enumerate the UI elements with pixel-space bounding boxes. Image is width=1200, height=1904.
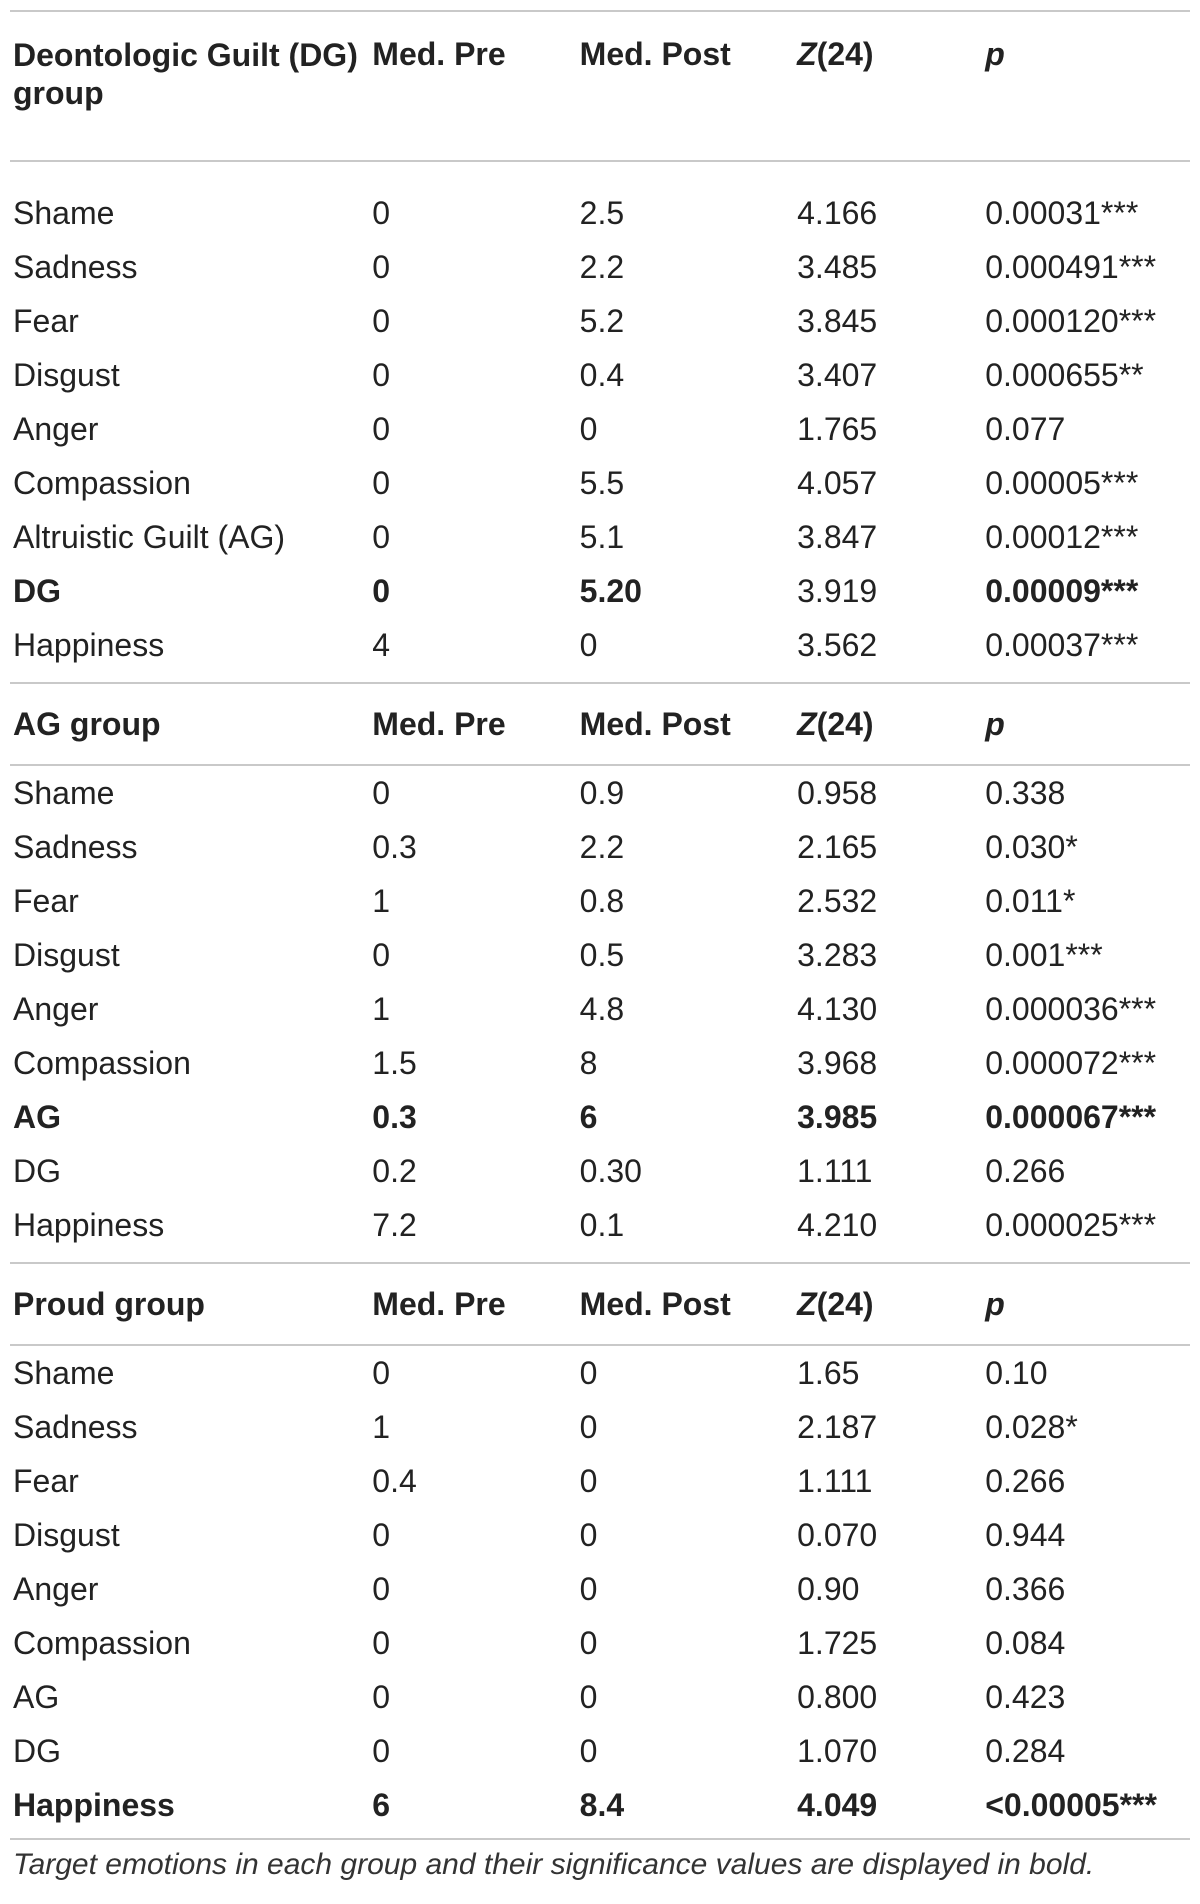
p-value-cell: 0.000072*** (985, 1044, 1157, 1081)
z-cell: 3.985 (797, 1098, 878, 1135)
med-pre-cell: 0 (372, 572, 391, 609)
p-value-cell: 0.423 (985, 1678, 1066, 1715)
p-value-cell: 0.011* (985, 882, 1076, 919)
p-value-cell: 0.284 (985, 1732, 1066, 1769)
z-symbol: Z (797, 36, 817, 72)
emotion-cell: Shame (13, 194, 115, 231)
table-row (10, 1345, 1190, 1400)
p-value-cell: 0.00009*** (985, 572, 1139, 609)
med-post-cell: 2.2 (579, 828, 625, 865)
emotion-cell: Fear (13, 1462, 79, 1499)
p-value-cell: 0.028* (985, 1408, 1078, 1445)
med-pre-cell: 0 (372, 936, 391, 973)
table-row (10, 1508, 1190, 1562)
med-pre-cell: 1.5 (372, 1044, 417, 1081)
p-value-cell: <0.00005*** (985, 1786, 1157, 1823)
emotion-cell: Compassion (13, 1624, 191, 1661)
med-post-cell: 0.30 (579, 1152, 642, 1189)
p-value-cell: 0.266 (985, 1152, 1066, 1189)
z-cell: 0.800 (797, 1678, 878, 1715)
table-row (10, 928, 1190, 982)
column-header-p: p (985, 11, 1190, 161)
med-pre-cell: 0.3 (372, 1098, 417, 1135)
p-value-cell: 0.000025*** (985, 1206, 1157, 1243)
table-row (10, 1724, 1190, 1778)
p-value-cell: 0.10 (985, 1354, 1048, 1391)
med-post-cell: 5.5 (579, 464, 625, 501)
column-header-med-pre: Med. Pre (372, 11, 579, 161)
z-degrees: (24) (816, 705, 874, 742)
p-value-cell: 0.944 (985, 1516, 1066, 1553)
med-pre-cell: 0 (372, 774, 391, 811)
med-pre-cell: 0 (372, 302, 391, 339)
p-value-cell: 0.000036*** (985, 990, 1157, 1027)
emotion-cell: Shame (13, 774, 115, 811)
p-value-cell: 0.000120*** (985, 302, 1157, 339)
med-pre-cell: 0 (372, 464, 391, 501)
med-post-cell: 0 (579, 1732, 598, 1769)
med-pre-cell: 7.2 (372, 1206, 417, 1243)
column-header-z (797, 1263, 985, 1345)
z-degrees: (24) (816, 1285, 874, 1322)
table-row (10, 564, 1190, 618)
emotion-cell: Happiness (13, 1206, 165, 1243)
med-pre-cell: 0 (372, 194, 391, 231)
emotion-cell: Anger (13, 410, 99, 447)
table-row (10, 1198, 1190, 1263)
med-post-cell: 5.1 (579, 518, 625, 555)
emotion-cell: Sadness (13, 248, 138, 285)
med-pre-cell: 0 (372, 1354, 391, 1391)
emotion-cell: Compassion (13, 464, 191, 501)
z-symbol: Z (797, 705, 817, 742)
table-row (10, 294, 1190, 348)
med-post-cell: 0 (579, 1354, 598, 1391)
z-cell: 3.847 (797, 518, 878, 555)
emotion-cell: Fear (13, 882, 79, 919)
column-header-med-pre: Med. Pre (372, 1263, 579, 1345)
med-post-cell: 0 (579, 1570, 598, 1607)
z-cell: 3.485 (797, 248, 878, 285)
z-cell: 0.958 (797, 774, 878, 811)
med-post-cell: 4.8 (579, 990, 625, 1027)
med-post-cell: 0.9 (579, 774, 625, 811)
table-row (10, 1670, 1190, 1724)
column-header-med-post: Med. Post (580, 11, 797, 161)
z-cell: 2.165 (797, 828, 878, 865)
med-post-cell: 8.4 (579, 1786, 625, 1823)
p-value-cell: 0.00012*** (985, 518, 1139, 555)
med-post-cell: 0 (579, 410, 598, 447)
table-row (10, 1036, 1190, 1090)
med-post-cell: 0 (579, 1624, 598, 1661)
z-cell: 2.532 (797, 882, 878, 919)
med-post-cell: 2.5 (579, 194, 625, 231)
z-cell: 3.562 (797, 626, 878, 663)
column-header-p: p (985, 1263, 1190, 1345)
z-cell: 3.283 (797, 936, 878, 973)
med-pre-cell: 1 (372, 990, 391, 1027)
column-header-med-pre: Med. Pre (372, 683, 579, 765)
z-cell: 1.111 (797, 1152, 873, 1189)
z-cell: 4.049 (797, 1786, 878, 1823)
med-post-cell: 5.2 (579, 302, 625, 339)
emotion-cell: Disgust (13, 936, 120, 973)
p-value-cell: 0.00031*** (985, 194, 1139, 231)
emotion-cell: AG (13, 1678, 60, 1715)
z-cell: 1.070 (797, 1732, 878, 1769)
med-pre-cell: 0.4 (372, 1462, 417, 1499)
p-value-cell: 0.001*** (985, 936, 1103, 973)
z-cell: 2.187 (797, 1408, 878, 1445)
med-pre-cell: 0 (372, 1678, 391, 1715)
z-cell: 0.90 (797, 1570, 860, 1607)
med-post-cell: 0.5 (579, 936, 625, 973)
group-header-row (10, 1263, 1190, 1345)
column-header-p: p (985, 683, 1190, 765)
emotion-cell: Shame (13, 1354, 115, 1391)
p-value-cell: 0.00005*** (985, 464, 1139, 501)
med-post-cell: 2.2 (579, 248, 625, 285)
p-value-cell: 0.000655** (985, 356, 1144, 393)
table-row (10, 820, 1190, 874)
emotion-cell: Sadness (13, 828, 138, 865)
emotion-cell: Disgust (13, 356, 120, 393)
table-footnote: Target emotions in each group and their significance values are displayed in bold. (13, 1848, 1095, 1881)
emotion-cell: DG (13, 572, 61, 609)
table-bottom-rule (10, 1838, 1190, 1840)
z-cell: 3.407 (797, 356, 878, 393)
p-value-cell: 0.000067*** (985, 1098, 1157, 1135)
med-pre-cell: 0 (372, 356, 391, 393)
med-post-cell: 8 (579, 1044, 598, 1081)
med-pre-cell: 1 (372, 1408, 391, 1445)
z-cell: 0.070 (797, 1516, 878, 1553)
z-cell: 4.166 (797, 194, 878, 231)
z-degrees: (24) (816, 36, 874, 72)
results-table (10, 10, 1190, 1842)
column-header-med-post: Med. Post (580, 1263, 797, 1345)
med-post-cell: 6 (579, 1098, 598, 1135)
p-value-cell: 0.077 (985, 410, 1066, 447)
p-value-cell: 0.030* (985, 828, 1078, 865)
med-post-cell: 0 (579, 1516, 598, 1553)
p-value-cell: 0.00037*** (985, 626, 1139, 663)
med-post-cell: 0 (579, 1408, 598, 1445)
group-label: AG group (10, 683, 372, 765)
emotion-cell: Disgust (13, 1516, 120, 1553)
med-post-cell: 0 (579, 626, 598, 663)
p-value-cell: 0.266 (985, 1462, 1066, 1499)
group-header-row (10, 11, 1190, 161)
table-row (10, 1616, 1190, 1670)
table-row (10, 618, 1190, 683)
z-cell: 1.65 (797, 1354, 860, 1391)
table-row (10, 510, 1190, 564)
med-post-cell: 0 (579, 1462, 598, 1499)
table-row (10, 982, 1190, 1036)
table-row (10, 1562, 1190, 1616)
table-row (10, 1090, 1190, 1144)
med-pre-cell: 1 (372, 882, 391, 919)
med-pre-cell: 0 (372, 248, 391, 285)
z-cell: 1.725 (797, 1624, 878, 1661)
z-cell: 4.130 (797, 990, 878, 1027)
med-pre-cell: 6 (372, 1786, 391, 1823)
table-row (10, 402, 1190, 456)
med-post-cell: 5.20 (579, 572, 642, 609)
med-pre-cell: 0 (372, 410, 391, 447)
table-row (10, 765, 1190, 820)
z-cell: 4.057 (797, 464, 878, 501)
emotion-cell: DG (13, 1732, 61, 1769)
med-pre-cell: 0.2 (372, 1152, 417, 1189)
table-row (10, 1400, 1190, 1454)
table-row (10, 874, 1190, 928)
emotion-cell: Anger (13, 990, 99, 1027)
group-label: Deontologic Guilt (DG) group (10, 11, 372, 161)
emotion-cell: Anger (13, 1570, 99, 1607)
p-value-cell: 0.084 (985, 1624, 1066, 1661)
med-post-cell: 0.1 (579, 1206, 625, 1243)
z-cell: 3.845 (797, 302, 878, 339)
group-header-row (10, 683, 1190, 765)
emotion-cell: Compassion (13, 1044, 191, 1081)
med-pre-cell: 0 (372, 1516, 391, 1553)
med-post-cell: 0 (579, 1678, 598, 1715)
med-pre-cell: 4 (372, 626, 391, 663)
med-post-cell: 0.8 (579, 882, 625, 919)
emotion-cell: Sadness (13, 1408, 138, 1445)
emotion-cell: Altruistic Guilt (AG) (13, 518, 286, 555)
z-cell: 1.111 (797, 1462, 873, 1499)
z-cell: 4.210 (797, 1206, 878, 1243)
p-value-cell: 0.000491*** (985, 248, 1157, 285)
emotion-cell: Happiness (13, 1786, 175, 1823)
column-header-z (797, 11, 985, 161)
z-cell: 3.919 (797, 572, 878, 609)
table-row (10, 1778, 1190, 1842)
med-pre-cell: 0 (372, 1624, 391, 1661)
table-row (10, 1454, 1190, 1508)
table-row (10, 348, 1190, 402)
med-pre-cell: 0 (372, 1732, 391, 1769)
column-header-z (797, 683, 985, 765)
med-pre-cell: 0.3 (372, 828, 417, 865)
column-header-med-post: Med. Post (580, 683, 797, 765)
med-pre-cell: 0 (372, 1570, 391, 1607)
z-cell: 3.968 (797, 1044, 878, 1081)
emotion-cell: Fear (13, 302, 79, 339)
p-value-cell: 0.366 (985, 1570, 1066, 1607)
emotion-cell: AG (13, 1098, 61, 1135)
emotion-cell: Happiness (13, 626, 165, 663)
table-row (10, 456, 1190, 510)
med-post-cell: 0.4 (579, 356, 625, 393)
z-cell: 1.765 (797, 410, 878, 447)
emotion-cell: DG (13, 1152, 61, 1189)
z-symbol: Z (797, 1285, 817, 1322)
table-row (10, 161, 1190, 240)
group-label: Proud group (10, 1263, 372, 1345)
table-row (10, 1144, 1190, 1198)
p-value-cell: 0.338 (985, 774, 1066, 811)
table-row (10, 240, 1190, 294)
med-pre-cell: 0 (372, 518, 391, 555)
